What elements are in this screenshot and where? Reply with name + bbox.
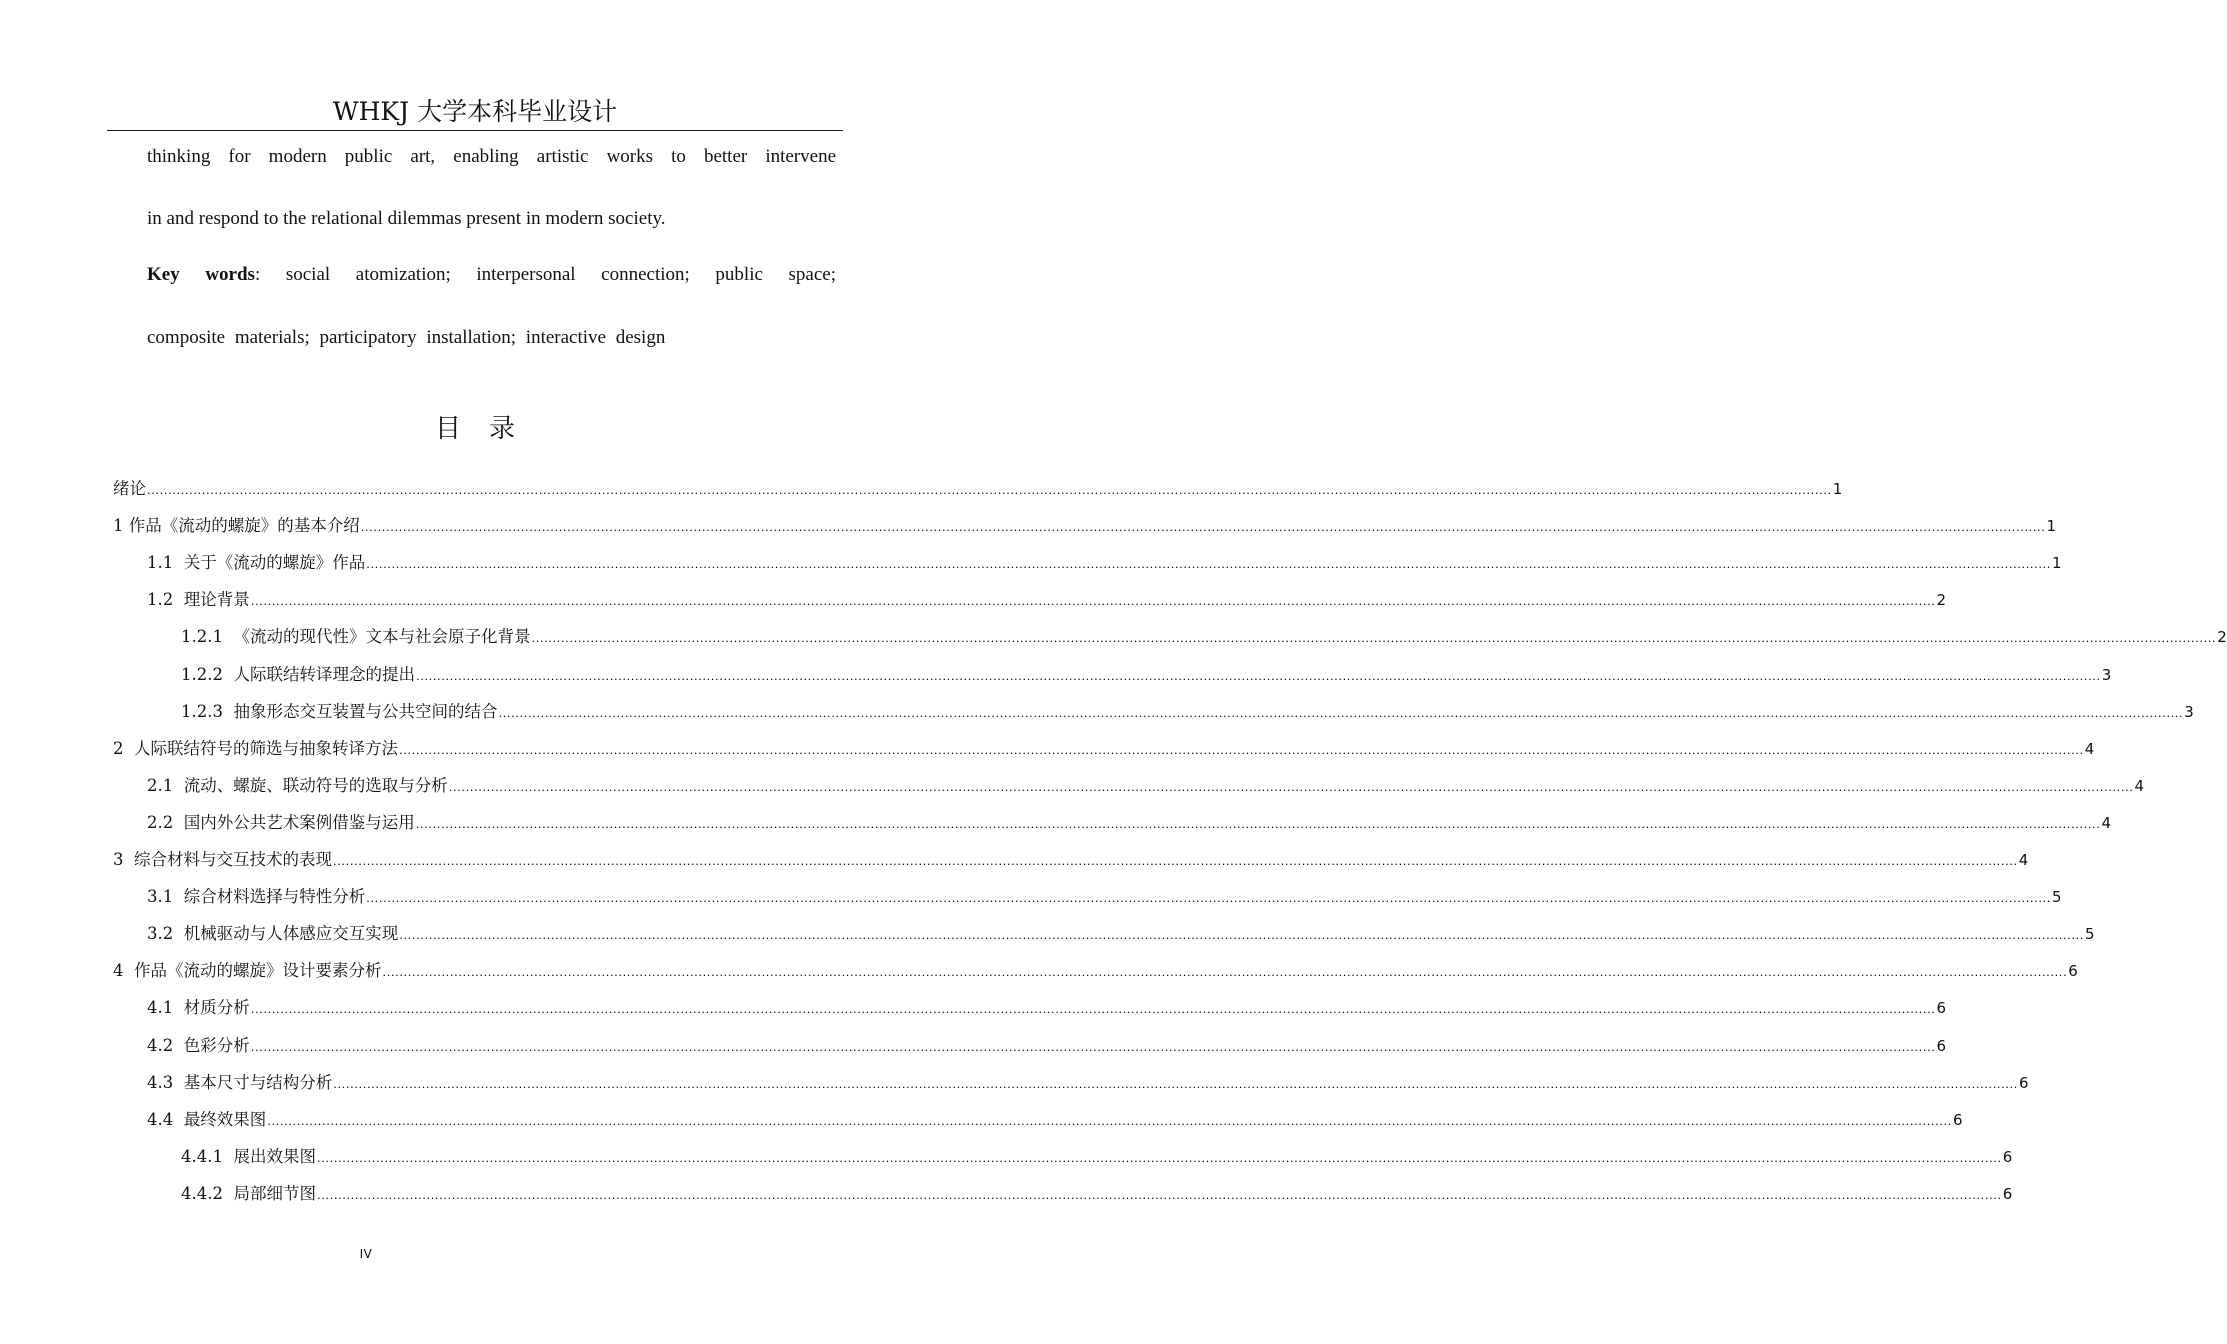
toc-entry-number: 3.1 [147,887,174,906]
toc-entry-number: 4.4.2 [181,1184,223,1203]
toc-leader-dots: ................................................................................................................................................................................................................................................................................................................................................................................................................ [531,630,2217,645]
toc-entry[interactable] [181,623,2227,646]
toc-entry-number: 3.2 [147,924,174,943]
toc-entry-text: 人际联结符号的筛选与抽象转译方法 [134,739,398,758]
toc-entry-number: 2.2 [147,813,174,832]
toc-entry-number: 4.3 [147,1073,174,1092]
toc-entry-page: 6 [1952,1111,1963,1129]
toc-leader-dots: ................................................................................................................................................................................................................................................................................................................................................................................................................ [399,927,2084,942]
toc-entry[interactable] [147,883,2062,906]
toc-entry[interactable] [181,1143,2013,1166]
toc-entry-text: 作品《流动的螺旋》的基本介绍 [128,516,360,535]
toc-entry-text: 机械驱动与人体感应交互实现 [183,924,399,943]
toc-leader-dots: ................................................................................................................................................................................................................................................................................................................................................................................................................ [250,1001,1936,1016]
toc-leader-dots: ................................................................................................................................................................................................................................................................................................................................................................................................................ [399,742,2084,757]
toc-entry-page: 5 [2084,925,2095,943]
toc-entry-text: 抽象形态交互装置与公共空间的结合 [233,702,498,721]
toc-entry-page: 1 [2051,554,2062,572]
toc-entry-title [147,994,250,1018]
toc-leader-dots: ................................................................................................................................................................................................................................................................................................................................................................................................................ [498,705,2184,720]
toc-leader-dots: ................................................................................................................................................................................................................................................................................................................................................................................................................ [267,1113,1952,1128]
toc-entry-text: 色彩分析 [183,1036,250,1055]
toc-entry-text: 综合材料与交互技术的表现 [134,850,332,869]
toc-entry-title [181,661,415,685]
toc-entry[interactable] [113,957,2078,980]
toc-entry[interactable] [113,475,1843,498]
toc-entry-number: 1.2.1 [181,627,223,646]
toc-entry-number: 3 [113,850,124,869]
toc-entry-title [147,920,398,944]
toc-entry-page: 1 [2046,517,2057,535]
toc-entry-text: 作品《流动的螺旋》设计要素分析 [134,961,382,980]
toc-entry-text: 基本尺寸与结构分析 [183,1073,333,1092]
toc-entry-page: 6 [1936,1037,1947,1055]
toc-entry-number: 1.2 [147,590,174,609]
toc-entry-text: 材质分析 [183,998,250,1017]
toc-entry-text: 理论背景 [183,590,250,609]
toc-leader-dots: ................................................................................................................................................................................................................................................................................................................................................................................................................ [366,890,2051,905]
toc-entry-page: 6 [1936,999,1947,1017]
toc-entry-page: 6 [2002,1185,2013,1203]
toc-entry-title [113,735,398,759]
toc-entry-page: 4 [2101,814,2112,832]
toc-entry-title [181,623,530,647]
toc-entry-text: 关于《流动的螺旋》作品 [183,553,366,572]
toc-entry-number: 1.2.3 [181,702,223,721]
toc-entry[interactable] [147,549,2062,572]
toc-entry[interactable] [147,809,2112,832]
toc-leader-dots: ................................................................................................................................................................................................................................................................................................................................................................................................................ [316,1150,2002,1165]
abstract-line: thinking for modern public art, enabling artistic works to better intervene [147,146,836,167]
toc-entry-page: 4 [2084,740,2095,758]
toc-entry-text: 人际联结转译理念的提出 [233,665,415,684]
toc-entry[interactable] [147,1106,1963,1129]
keywords-line [147,264,836,286]
toc-entry[interactable] [147,586,1947,609]
toc-entry[interactable] [147,994,1947,1017]
toc-entry-title [113,475,146,499]
page-header-title: WHKJ 大学本科毕业设计 [332,97,618,126]
toc-entry-number: 1.1 [147,553,174,572]
toc-entry-page: 6 [2002,1148,2013,1166]
toc-entry-number: 4 [113,961,124,980]
toc-leader-dots: ................................................................................................................................................................................................................................................................................................................................................................................................................ [415,668,2101,683]
toc-entry-title [147,883,365,907]
toc-entry-text: 流动、螺旋、联动符号的选取与分析 [183,776,448,795]
toc-entry[interactable] [147,772,2145,795]
toc-entry-page: 3 [2101,666,2112,684]
keywords-text: : social atomization; interpersonal connection; public space; [254,264,837,285]
keywords-label: Key words [147,264,255,285]
toc-leader-dots: ................................................................................................................................................................................................................................................................................................................................................................................................................ [415,816,2101,831]
toc-leader-dots: ................................................................................................................................................................................................................................................................................................................................................................................................................ [316,1187,2002,1202]
toc-entry-title [113,957,382,981]
toc-entry-number: 1 [113,516,124,535]
page-number: IV [359,1247,373,1261]
keywords-line: composite materials; participatory installation; interactive design [147,327,666,348]
toc-entry-page: 5 [2051,888,2062,906]
toc-entry-text: 最终效果图 [183,1110,267,1129]
toc-entry[interactable] [113,735,2095,758]
toc-entry-text: 展出效果图 [233,1147,316,1166]
toc-leader-dots: ................................................................................................................................................................................................................................................................................................................................................................................................................ [250,1039,1936,1054]
toc-entry-title [147,1069,332,1093]
toc-entry-text: 《流动的现代性》文本与社会原子化背景 [233,627,531,646]
header-divider [107,130,843,131]
toc-leader-dots: ................................................................................................................................................................................................................................................................................................................................................................................................................ [448,779,2134,794]
toc-title: 目录 [434,414,543,444]
toc-entry[interactable] [181,1180,2013,1203]
toc-entry-number: 2.1 [147,776,174,795]
toc-leader-dots: ................................................................................................................................................................................................................................................................................................................................................................................................................ [147,482,1832,497]
toc-entry-title [181,1180,316,1204]
toc-entry[interactable] [147,1069,2029,1092]
toc-entry-number: 2 [113,739,124,758]
toc-entry-text: 国内外公共艺术案例借鉴与运用 [183,813,415,832]
toc-entry[interactable] [147,1032,1947,1055]
toc-entry-text: 绪论 [113,479,146,498]
toc-entry-title [147,549,365,573]
toc-entry-page: 6 [2018,1074,2029,1092]
toc-entry-title [181,698,497,722]
toc-entry-text: 局部细节图 [233,1184,316,1203]
toc-entry-page: 6 [2068,962,2078,980]
toc-entry-number: 4.4.1 [181,1147,223,1166]
toc-entry-title [147,772,448,796]
toc-leader-dots: ................................................................................................................................................................................................................................................................................................................................................................................................................ [250,593,1936,608]
toc-entry[interactable] [181,698,2194,721]
toc-entry-page: 4 [2134,777,2145,795]
toc-entry-page: 3 [2184,703,2194,721]
toc-entry[interactable] [113,846,2029,869]
toc-entry-title [181,1143,316,1167]
toc-entry-title [147,1032,250,1056]
toc-entry-title [147,586,250,610]
toc-entry[interactable] [181,661,2112,684]
toc-leader-dots: ................................................................................................................................................................................................................................................................................................................................................................................................................ [333,853,2018,868]
toc-entry-page: 2 [1936,591,1947,609]
toc-entry-title [113,512,360,536]
toc-entry-number: 4.2 [147,1036,174,1055]
toc-leader-dots: ................................................................................................................................................................................................................................................................................................................................................................................................................ [366,556,2051,571]
toc-entry-number: 4.1 [147,998,174,1017]
abstract-line: in and respond to the relational dilemmas present in modern society. [147,208,666,229]
toc-entry-page: 1 [1832,480,1843,498]
toc-leader-dots: ................................................................................................................................................................................................................................................................................................................................................................................................................ [333,1076,2018,1091]
toc-entry[interactable] [113,512,2057,535]
toc-entry-title [147,1106,266,1130]
toc-entry-page: 4 [2018,851,2029,869]
toc-entry-text: 综合材料选择与特性分析 [183,887,366,906]
toc-entry-number: 1.2.2 [181,665,223,684]
toc-entry-title [113,846,332,870]
toc-leader-dots: ................................................................................................................................................................................................................................................................................................................................................................................................................ [382,964,2068,979]
toc-entry-page: 2 [2217,628,2227,646]
toc-entry[interactable] [147,920,2095,943]
toc-leader-dots: ................................................................................................................................................................................................................................................................................................................................................................................................................ [360,519,2046,534]
toc-entry-title [147,809,415,833]
toc-entry-number: 4.4 [147,1110,174,1129]
